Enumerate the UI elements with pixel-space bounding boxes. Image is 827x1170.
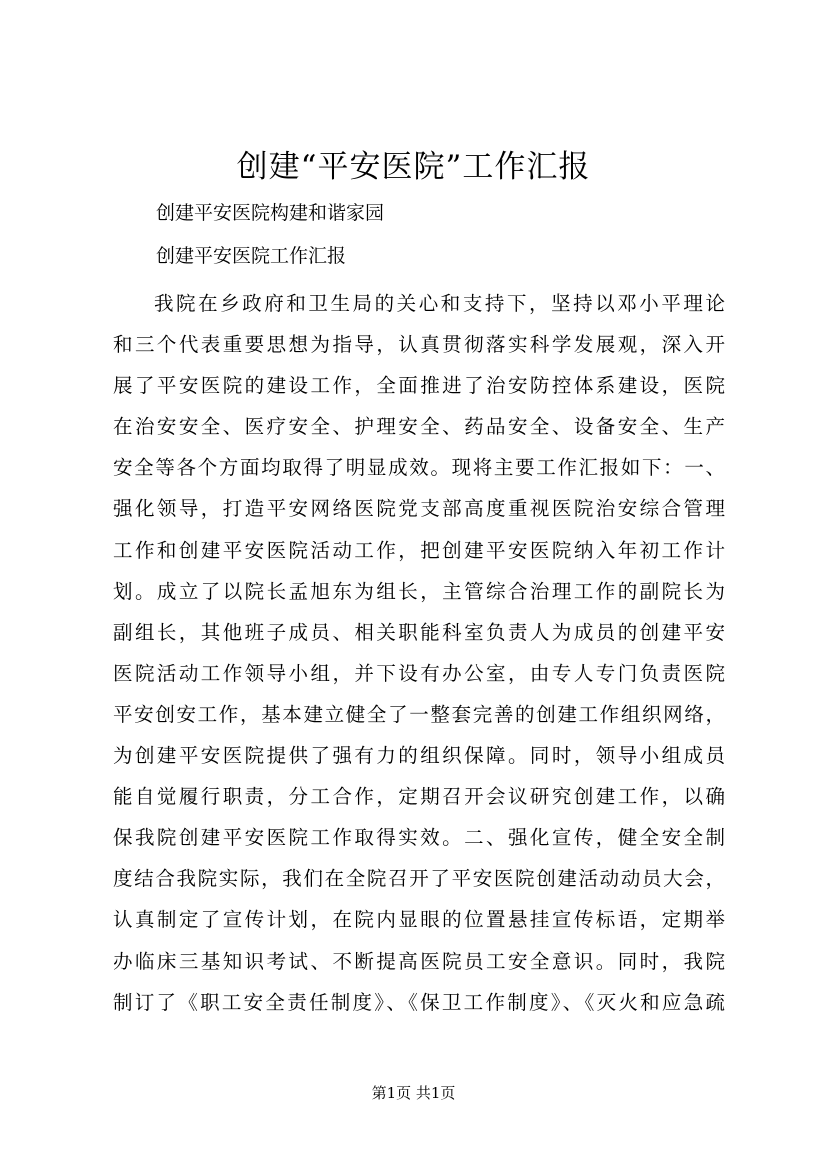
body-line: 办临床三基知识考试、不断提高医院员工安全意识。同时，我院: [113, 949, 725, 973]
body-line: 平安创安工作，基本建立健全了一整套完善的创建工作组织网络，: [113, 702, 725, 726]
body-line: 度结合我院实际，我们在全院召开了平安医院创建活动动员大会，: [113, 867, 725, 891]
document-subtitle-1: 创建平安医院构建和谐家园: [156, 202, 385, 224]
body-line: 医院活动工作领导小组，并下设有办公室，由专人专门负责医院: [113, 661, 725, 685]
page-footer: 第1页 共1页: [371, 1084, 456, 1102]
document-subtitle-2: 创建平安医院工作汇报: [156, 245, 347, 267]
body-line: 强化领导，打造平安网络医院党支部高度重视医院治安综合管理: [113, 497, 725, 521]
body-line: 副组长，其他班子成员、相关职能科室负责人为成员的创建平安: [113, 620, 725, 644]
body-line: 制订了《职工安全责任制度》、《保卫工作制度》、《灭火和应急疏: [113, 990, 725, 1014]
body-line: 展了平安医院的建设工作，全面推进了治安防控体系建设，医院: [113, 374, 725, 398]
document-title: 创建“平安医院”工作汇报: [236, 149, 591, 185]
body-line: 我院在乡政府和卫生局的关心和支持下，坚持以邓小平理论: [154, 292, 725, 315]
body-line: 保我院创建平安医院工作取得实效。二、强化宣传，健全安全制: [113, 826, 725, 850]
body-line: 安全等各个方面均取得了明显成效。现将主要工作汇报如下：一、: [113, 456, 725, 480]
body-line: 为创建平安医院提供了强有力的组织保障。同时，领导小组成员: [113, 744, 725, 768]
body-line: 认真制定了宣传计划，在院内显眼的位置悬挂宣传标语，定期举: [113, 908, 725, 932]
body-line: 划。成立了以院长孟旭东为组长，主管综合治理工作的副院长为: [113, 579, 725, 603]
body-line: 在治安安全、医疗安全、护理安全、药品安全、设备安全、生产: [113, 415, 725, 439]
body-line: 和三个代表重要思想为指导，认真贯彻落实科学发展观，深入开: [113, 333, 725, 357]
body-line: 能自觉履行职责，分工合作，定期召开会议研究创建工作，以确: [113, 785, 725, 809]
document-body: [113, 283, 725, 1023]
body-line: 工作和创建平安医院活动工作，把创建平安医院纳入年初工作计: [113, 538, 725, 562]
